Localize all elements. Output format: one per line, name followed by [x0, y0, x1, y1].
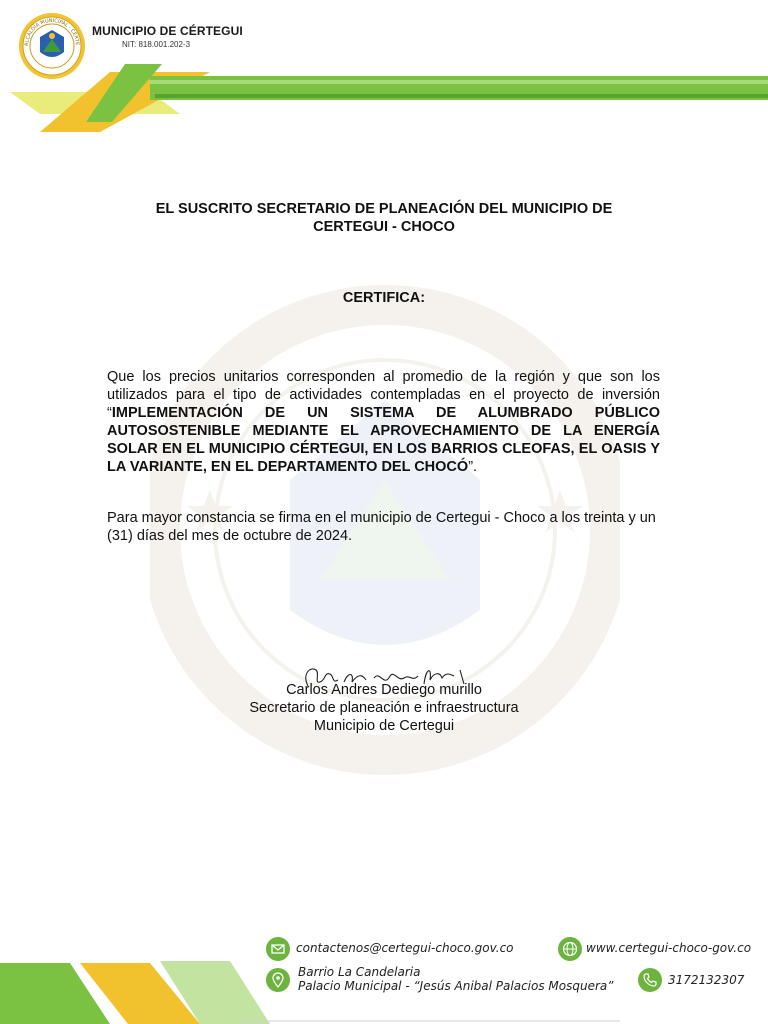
project-title: IMPLEMENTACIÓN DE UN SISTEMA DE ALUMBRADO PÚBLICO AUTOSOSTENIBLE MEDIANTE EL APROVECHAMIENTO DE LA ENERGÍA SOLAR EN EL MUNICIPIO CÉRTEGUI, EN LOS BARRIOS CLEOFAS, EL OASIS Y LA VARIANTE, EN EL DEPARTAMENTO DEL CHOCÓ	[107, 405, 660, 475]
municipality-name: MUNICIPIO DE CÉRTEGUI	[92, 24, 243, 38]
certifica-title: CERTIFICA:	[342, 290, 426, 306]
constancy-paragraph: Para mayor constancia se firma en el municipio de Certegui - Choco a los treinta y un (31) días del mes de octubre de 2024.	[107, 510, 656, 544]
phone-icon	[638, 968, 662, 992]
footer-address-line1: Barrio La Candelaria	[298, 965, 421, 979]
footer-address-line2: Palacio Municipal - “Jesús Anibal Palacios Mosquera”	[298, 979, 614, 993]
email-icon	[266, 937, 290, 961]
signer-entity: Municipio de Certegui	[313, 718, 455, 734]
footer-website[interactable]: www.certegui-choco-gov.co	[586, 941, 752, 955]
signer-title: Secretario de planeación e infraestructura	[249, 700, 519, 716]
footer-email[interactable]: contactenos@certegui-choco.gov.co	[296, 941, 514, 955]
signer-name: Carlos Andres Dediego murillo	[286, 682, 482, 698]
signature-block	[184, 681, 584, 735]
header-decorative-band	[0, 54, 768, 134]
paragraph-intro: Que los precios unitarios corresponden al promedio de la región y que son los utilizados para el tipo de actividades contempladas en el proyecto de inversión “	[107, 369, 660, 421]
globe-icon	[558, 937, 582, 961]
footer-phone[interactable]: 3172132307	[668, 973, 745, 987]
location-pin-icon	[266, 968, 290, 992]
logo-ring-text: ALCALDÍA MUNICIPAL · CÉRTE	[23, 17, 81, 47]
paragraph-end: ”.	[468, 459, 478, 475]
certification-paragraph	[107, 368, 660, 476]
municipality-nit: NIT: 818.001.202-3	[122, 40, 191, 49]
document-heading: EL SUSCRITO SECRETARIO DE PLANEACIÓN DEL MUNICIPIO DE CERTEGUI - CHOCO	[155, 201, 613, 235]
